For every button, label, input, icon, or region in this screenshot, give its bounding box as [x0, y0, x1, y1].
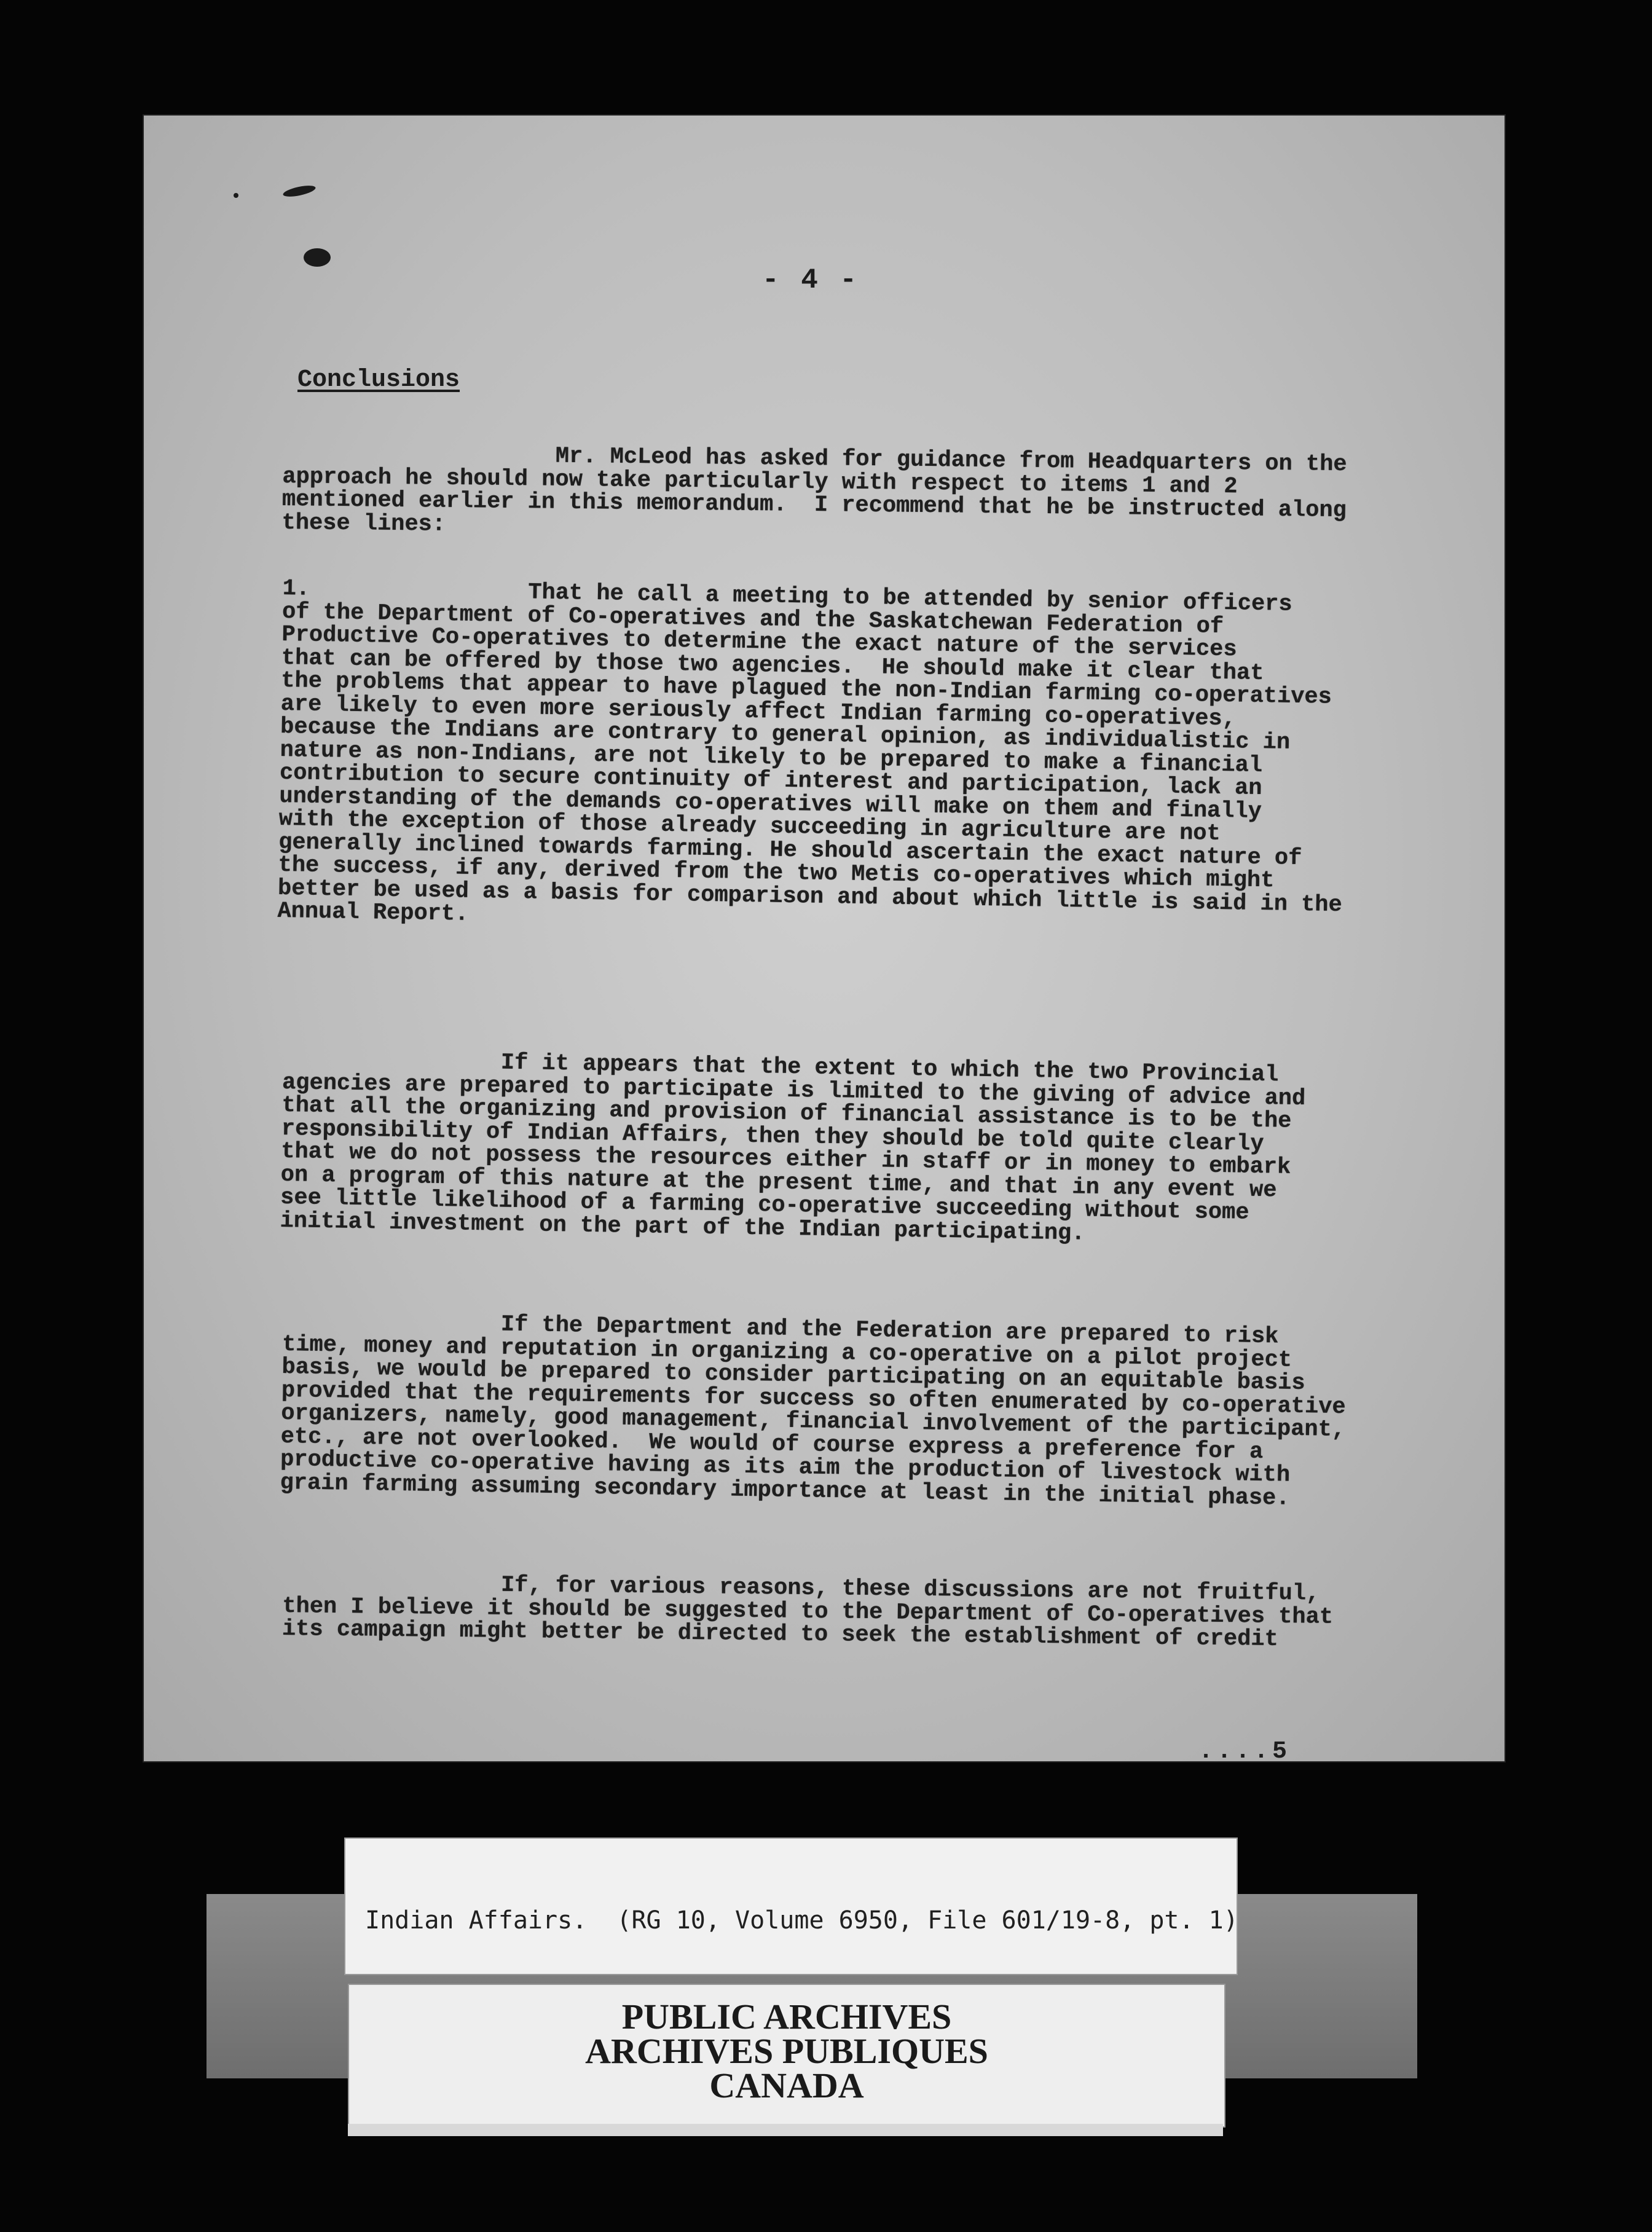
stamp-line-french: ARCHIVES PUBLIQUES	[585, 2031, 988, 2071]
stamp-line-country: CANADA	[709, 2065, 864, 2105]
paragraph-intro: Mr. McLeod has asked for guidance from Headquarters on the approach he should now take particularly with respect to items 1 and 2 mentioned earlier in this memorandum. I recommend that he be instructed along these lines:	[281, 441, 1347, 538]
stamp-line-english: PUBLIC ARCHIVES	[621, 1997, 952, 2037]
archives-stamp	[348, 1984, 1225, 2128]
paragraph-item-1: 1. That he call a meeting to be attended by senior officers of the Department of Co-operatives and the Saskatchewan Federation of Productive Co-operatives to determine the exact nature of the services that can be offered by those two agencies. He should make it clear that the problems that appear to have plagued the non-Indian farming co-operatives are likely to even more seriously affect Indian farming co-operatives, because the Indians are contrary to general opinion, as individualistic in nature as non-Indians, are not likely to be prepared to make a financial contribution to secure continuity of interest and participation, lack an understanding of the demands co-operatives will make on them and finally with the exception of those already succeeding in agriculture are not generally inclined towards farming. He should ascertain the exact nature of the success, if any, derived from the two Metis co-operatives which might better be used as a basis for comparison and about which little is said in the Annual Report.	[277, 576, 1343, 927]
paragraph-provincial-agencies: If it appears that the extent to which the two Provincial agencies are prepared to participate is limited to the giving of advice and that all the organizing and provision of financial assistance is to be the responsibility of Indian Affairs, then they should be told quite clearly that we do not possess the resources either in staff or in money to embark on a program of this nature at the present time, and that in any event we see little likelihood of a farming co-operative succeeding without some initial investment on the part of the Indian participating.	[280, 1047, 1306, 1247]
paragraph-pilot-project: If the Department and the Federation are prepared to risk time, money and reputation in organizing a co-operative on a pilot project basis, we would be prepared to consider participating on an equitable basis provided that the requirements for success so often enumerated by co-operative organizers, namely, good management, financial involvement of the participant, etc., are not overlooked. We would of course express a preference for a productive co-operative having as its aim the production of livestock with grain farming assuming secondary importance at least in the initial phase.	[280, 1308, 1346, 1512]
page-number: - 4 -	[762, 264, 860, 296]
ink-smudge	[304, 248, 331, 267]
archives-stamp-text	[349, 1997, 1224, 2105]
paragraph-credit: If, for various reasons, these discussions are not fruitful, then I believe it should be suggested to the Department of Co-operatives that its campaign might better be directed to seek the establishment of credit	[281, 1570, 1334, 1652]
section-heading: Conclusions	[297, 366, 460, 394]
continued-marker: ....5	[1198, 1738, 1291, 1766]
ink-smudge	[282, 184, 317, 199]
stamp-bottom-edge	[348, 2124, 1223, 2136]
ink-smudge	[234, 193, 238, 198]
citation-label	[344, 1837, 1238, 1975]
archive-citation: Indian Affairs. (RG 10, Volume 6950, File 601/19-8, pt. 1)	[365, 1906, 1238, 1935]
